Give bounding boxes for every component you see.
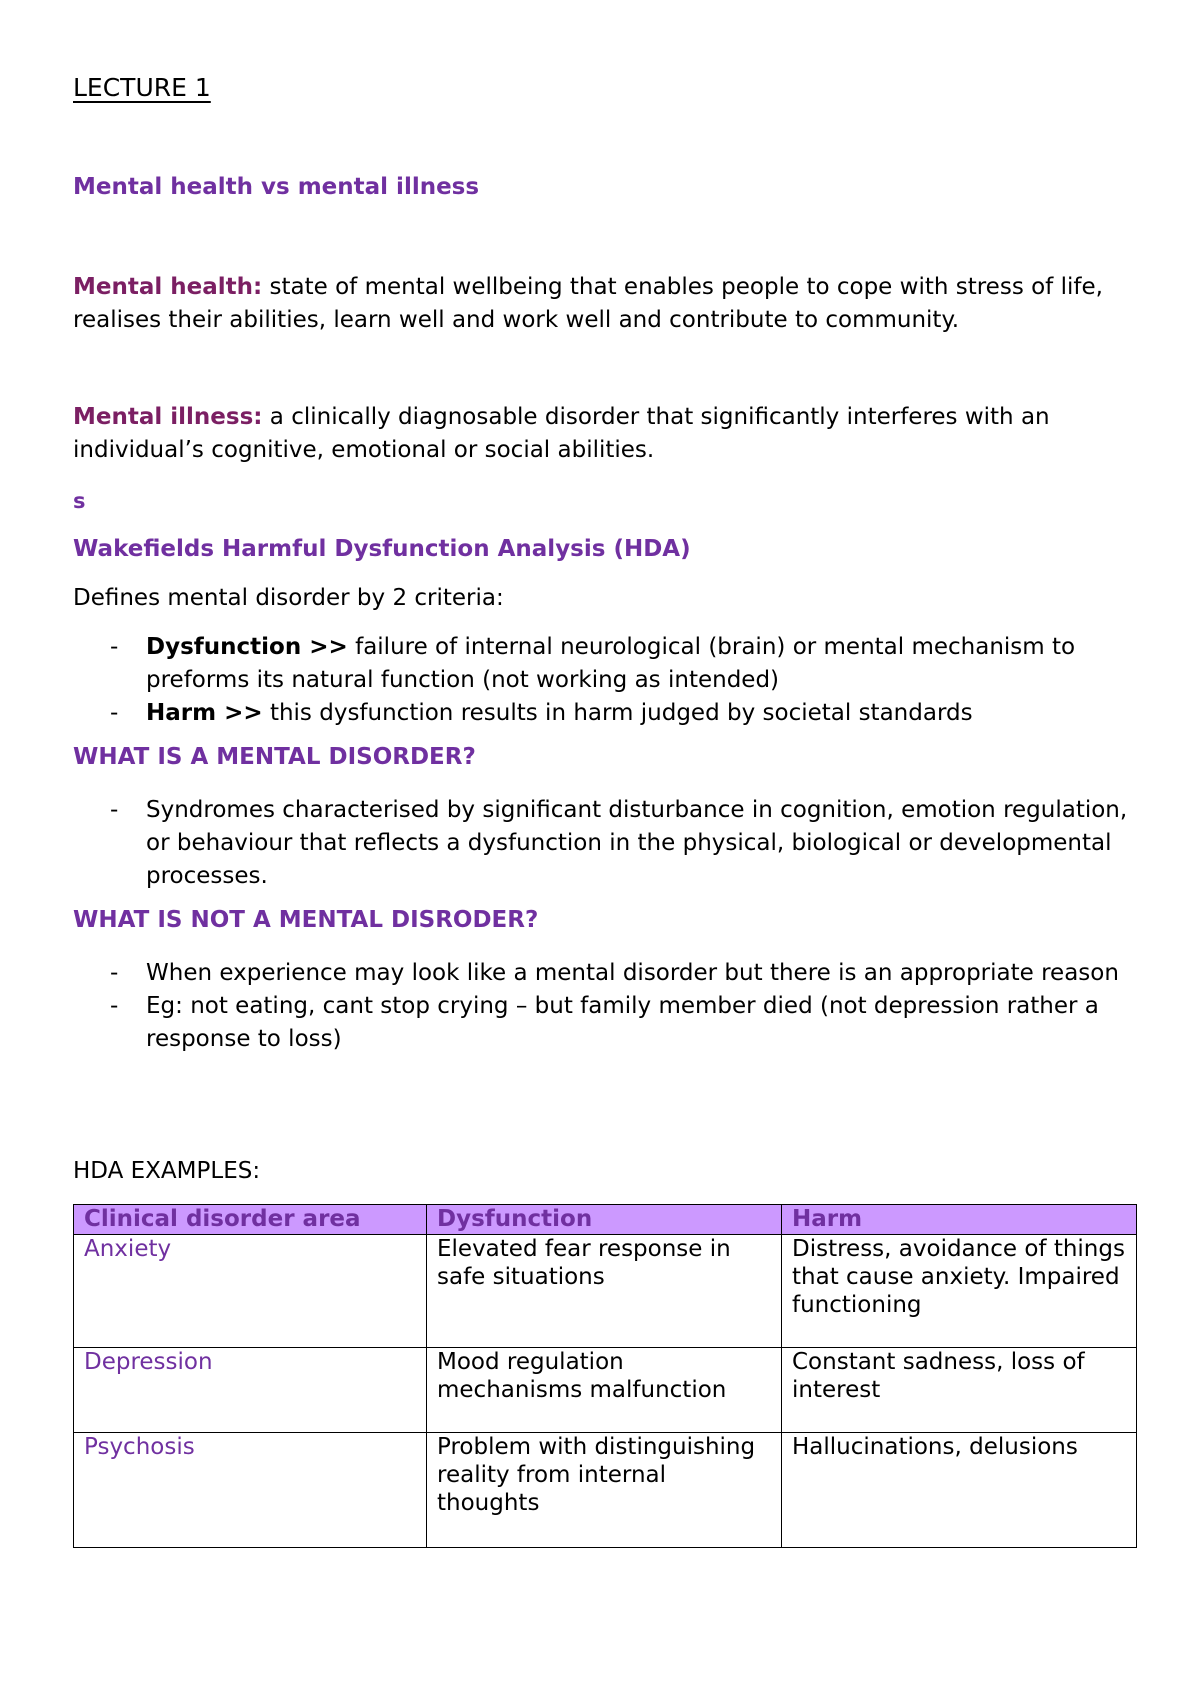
list-item xyxy=(73,794,1143,893)
dysfunction-cell: Problem with distinguishing reality from internal thoughts xyxy=(427,1433,782,1548)
mental-illness-term: Mental illness: xyxy=(73,404,263,430)
what-is-not-list xyxy=(73,957,1143,1056)
list-item xyxy=(73,990,1143,1056)
mental-illness-text: a clinically diagnosable disorder that significantly interferes with an individual’s cognitive, emotional or social abilities. xyxy=(73,404,1050,463)
table-header-row xyxy=(74,1205,1137,1235)
what-is-heading: WHAT IS A MENTAL DISORDER? xyxy=(73,744,476,770)
hda-criteria-list xyxy=(73,631,1143,730)
bullet-dash: - xyxy=(110,700,119,726)
bullet-dash: - xyxy=(110,993,119,1019)
mental-health-text: state of mental wellbeing that enables people to cope with stress of life, realises their abilities, learn well and work well and contribute to community. xyxy=(73,274,1103,333)
mental-health-term: Mental health: xyxy=(73,274,263,300)
list-item-text: Syndromes characterised by significant disturbance in cognition, emotion regulation, or behaviour that reflects a dysfunction in the physical, biological or developmental processes. xyxy=(146,797,1128,889)
list-item-text: Eg: not eating, cant stop crying – but family member died (not depression rather a response to loss) xyxy=(146,993,1099,1052)
hda-examples-table xyxy=(73,1204,1137,1548)
table-row xyxy=(74,1348,1137,1433)
table-row xyxy=(74,1235,1137,1348)
hda-examples-label: HDA EXAMPLES: xyxy=(73,1158,261,1184)
disorder-area-cell: Anxiety xyxy=(74,1235,427,1348)
what-is-not-heading: WHAT IS NOT A MENTAL DISRODER? xyxy=(73,907,539,933)
disorder-area-cell: Depression xyxy=(74,1348,427,1433)
page-title: LECTURE 1 xyxy=(73,73,211,102)
mental-health-definition xyxy=(73,271,1143,337)
list-item xyxy=(73,957,1143,990)
criterion-dysfunction xyxy=(73,631,1143,697)
column-header-harm: Harm xyxy=(782,1205,1137,1235)
bullet-dash: - xyxy=(110,797,119,823)
column-header-dysfunction: Dysfunction xyxy=(427,1205,782,1235)
bullet-dash: - xyxy=(110,960,119,986)
harm-cell: Constant sadness, loss of interest xyxy=(782,1348,1137,1433)
criterion-text: this dysfunction results in harm judged by societal standards xyxy=(262,700,973,726)
section-title: Mental health vs mental illness xyxy=(73,174,480,200)
dysfunction-cell: Elevated fear response in safe situations xyxy=(427,1235,782,1348)
bullet-dash: - xyxy=(110,634,119,660)
hda-heading: Wakefields Harmful Dysfunction Analysis (HDA) xyxy=(73,536,691,562)
hda-intro: Defines mental disorder by 2 criteria: xyxy=(73,585,504,611)
criterion-term: Dysfunction >> xyxy=(146,634,348,660)
harm-cell: Hallucinations, delusions xyxy=(782,1433,1137,1548)
disorder-area-cell: Psychosis xyxy=(74,1433,427,1548)
criterion-text: failure of internal neurological (brain) or mental mechanism to preforms its natural function (not working as intended) xyxy=(146,634,1076,693)
column-header-area: Clinical disorder area xyxy=(74,1205,427,1235)
list-item-text: When experience may look like a mental disorder but there is an appropriate reason xyxy=(146,960,1119,986)
criterion-harm xyxy=(73,697,1143,730)
mental-illness-definition xyxy=(73,401,1143,467)
dysfunction-cell: Mood regulation mechanisms malfunction xyxy=(427,1348,782,1433)
harm-cell: Distress, avoidance of things that cause anxiety. Impaired functioning xyxy=(782,1235,1137,1348)
criterion-term: Harm >> xyxy=(146,700,263,726)
what-is-list xyxy=(73,794,1143,893)
table-row xyxy=(74,1433,1137,1548)
stray-character: s xyxy=(73,489,86,513)
